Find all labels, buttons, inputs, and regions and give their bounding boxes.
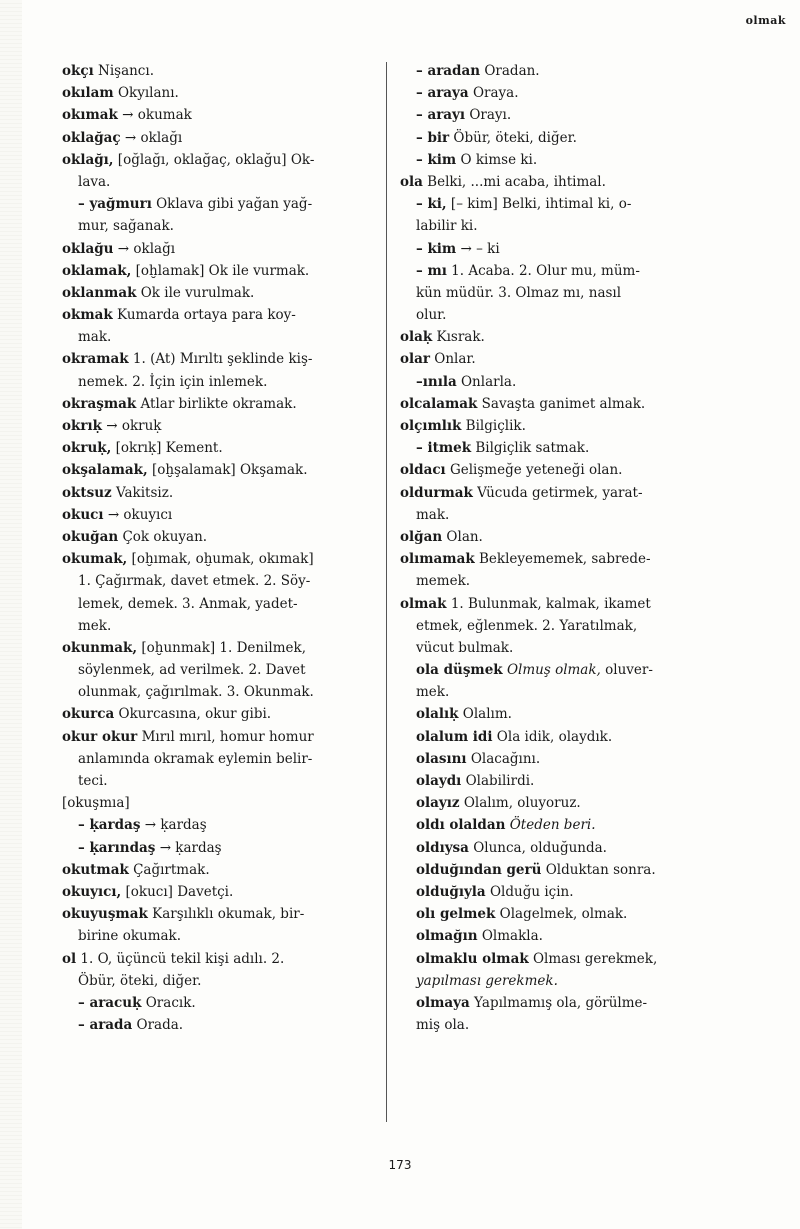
dictionary-line: [62, 770, 378, 792]
dictionary-line: [62, 326, 378, 348]
dictionary-line: [400, 748, 722, 770]
dictionary-line: [400, 304, 722, 326]
entry-definition: Ok ile vurulmak.: [136, 284, 255, 301]
entry-italic-text: yapılması gerekmek.: [416, 972, 558, 989]
entry-headword: okruḳ,: [62, 440, 112, 457]
entry-definition: 1. O, üçüncü tekil kişi adılı. 2.: [76, 950, 285, 967]
dictionary-line: [62, 659, 378, 681]
dictionary-line: [62, 348, 378, 370]
entry-headword: –ınıla: [416, 373, 457, 390]
dictionary-line: [62, 837, 378, 859]
dictionary-line: [400, 593, 722, 615]
entry-definition: Kısrak.: [432, 329, 485, 346]
dictionary-line: [62, 437, 378, 459]
right-column: [400, 60, 722, 1036]
entry-definition: Karşılıklı okumak, bir-: [147, 906, 305, 923]
entry-definition: Ola idik, olaydık.: [492, 728, 613, 745]
dictionary-line: [400, 371, 722, 393]
entry-headword: okucı: [62, 506, 104, 523]
dictionary-line: [400, 415, 722, 437]
column-divider: [386, 62, 387, 1122]
dictionary-line: [62, 726, 378, 748]
entry-headword: oklanmak: [62, 284, 137, 301]
entry-definition: → okumak: [117, 107, 192, 124]
entry-definition: Olacağını.: [466, 750, 541, 767]
entry-headword: olmaya: [416, 994, 470, 1011]
entry-definition: Olunca, olduğunda.: [468, 839, 607, 856]
entry-definition: Oraya.: [468, 85, 519, 102]
dictionary-line: [62, 814, 378, 836]
entry-definition: [– kim] Belki, ihtimal ki, o-: [446, 196, 632, 213]
dictionary-line: [400, 837, 722, 859]
entry-definition: [okucı] Davetçi.: [121, 883, 234, 900]
entry-definition: Olduğu için.: [485, 883, 574, 900]
dictionary-line: [400, 814, 722, 836]
entry-headword: – arada: [78, 1017, 133, 1034]
entry-headword: – aracuḳ: [78, 994, 142, 1011]
dictionary-line: [400, 948, 722, 970]
entry-definition: Oracık.: [141, 994, 196, 1011]
entry-definition: Orada.: [132, 1017, 184, 1034]
entry-definition: mak.: [416, 506, 450, 523]
dictionary-line: [62, 193, 378, 215]
entry-definition: olur.: [416, 307, 447, 324]
entry-definition: nemek. 2. İçin için inlemek.: [78, 373, 268, 390]
entry-headword: okramak: [62, 351, 129, 368]
entry-definition: Oklava gibi yağan yağ-: [151, 196, 313, 213]
entry-definition: Okyılanı.: [113, 85, 179, 102]
dictionary-line: [400, 548, 722, 570]
entry-definition: Nişancı.: [93, 63, 154, 79]
entry-definition: Çağırtmak.: [128, 861, 210, 878]
entry-definition: Belki, ...mi acaba, ihtimal.: [422, 173, 606, 190]
entry-headword: olaydı: [416, 773, 462, 789]
dictionary-line: [400, 637, 722, 659]
entry-headword: olasını: [416, 750, 467, 767]
entry-headword: olımamak: [400, 551, 475, 568]
dictionary-line: [62, 992, 378, 1014]
entry-headword: olaḳ: [400, 329, 433, 346]
dictionary-line: [400, 437, 722, 459]
entry-headword: olğan: [400, 528, 443, 545]
entry-definition: Bekleyememek, sabrede-: [474, 551, 651, 568]
entry-headword: okuğan: [62, 528, 119, 545]
dictionary-line: [400, 903, 722, 925]
entry-headword: oldı olaldan: [416, 817, 506, 834]
entry-headword: – ḳarındaş: [78, 839, 156, 856]
entry-headword: olalıḳ: [416, 706, 459, 723]
entry-italic-text: Olmuş olmak,: [502, 662, 601, 679]
entry-headword: – kim: [416, 151, 457, 168]
dictionary-line: [400, 792, 722, 814]
dictionary-line: [400, 659, 722, 681]
dictionary-line: [62, 570, 378, 592]
entry-headword: okuyuşmak: [62, 906, 148, 923]
dictionary-line: [400, 149, 722, 171]
dictionary-line: [400, 526, 722, 548]
entry-headword: – ḳardaş: [78, 817, 141, 834]
entry-headword: oldıysa: [416, 839, 469, 856]
dictionary-line: [400, 82, 722, 104]
dictionary-line: [62, 1014, 378, 1036]
dictionary-line: [62, 415, 378, 437]
entry-headword: – yağmurı: [78, 196, 152, 213]
entry-definition: mek.: [78, 617, 112, 634]
entry-definition: anlamında okramak eylemin belir-: [78, 750, 313, 767]
dictionary-line: [400, 570, 722, 592]
entry-headword: okraşmak: [62, 395, 137, 412]
dictionary-line: [400, 238, 722, 260]
dictionary-line: [62, 282, 378, 304]
entry-definition: miş ola.: [416, 1017, 470, 1034]
dictionary-line: [62, 903, 378, 925]
dictionary-line: [62, 371, 378, 393]
entry-definition: mek.: [416, 684, 450, 701]
dictionary-line: [62, 703, 378, 725]
entry-definition: [oḫımak, oḫumak, okımak]: [127, 551, 314, 568]
dictionary-line: [62, 748, 378, 770]
entry-definition: Orayı.: [465, 107, 512, 124]
dictionary-line: [62, 82, 378, 104]
entry-definition: [oḫşalamak] Okşamak.: [147, 462, 308, 479]
entry-headword: olduğıyla: [416, 883, 486, 900]
entry-definition: lemek, demek. 3. Anmak, yadet-: [78, 595, 298, 612]
entry-definition: Atlar birlikte okramak.: [136, 395, 297, 412]
entry-definition: → ḳardaş: [155, 839, 222, 856]
entry-headword: olmaklu olmak: [416, 950, 529, 967]
dictionary-line: [400, 726, 722, 748]
dictionary-line: [400, 770, 722, 792]
entry-definition: Vücuda getirmek, yarat-: [472, 484, 643, 501]
entry-headword: olduğından gerü: [416, 861, 542, 878]
entry-headword: – ki,: [416, 196, 447, 213]
entry-headword: olçımlık: [400, 418, 462, 434]
entry-headword: olmak: [400, 595, 447, 612]
dictionary-line: [62, 526, 378, 548]
dictionary-line: [62, 881, 378, 903]
entry-headword: okımak: [62, 107, 118, 124]
left-column: [62, 60, 378, 1036]
dictionary-line: [62, 681, 378, 703]
page-number: 173: [388, 1158, 412, 1172]
dictionary-line: [400, 615, 722, 637]
entry-definition: → oklağı: [113, 240, 176, 257]
entry-headword: – itmek: [416, 440, 472, 457]
entry-headword: ola düşmek: [416, 662, 503, 679]
dictionary-line: [62, 60, 378, 82]
dictionary-line: [400, 193, 722, 215]
dictionary-line: [400, 925, 722, 947]
entry-definition: söylenmek, ad verilmek. 2. Davet: [78, 662, 306, 679]
entry-definition: [okrıḳ] Kement.: [111, 440, 223, 457]
entry-definition: 1. (At) Mırıltı şeklinde kiş-: [128, 351, 313, 368]
entry-definition: memek.: [416, 573, 471, 590]
entry-headword: oktsuz: [62, 484, 112, 501]
dictionary-line: [62, 859, 378, 881]
entry-definition: → oklağı: [120, 129, 183, 146]
entry-headword: oldacı: [400, 462, 446, 479]
entry-headword: okutmak: [62, 861, 129, 878]
entry-headword: ola: [400, 173, 423, 190]
entry-headword: – aradan: [416, 63, 481, 79]
entry-definition: 1. Çağırmak, davet etmek. 2. Söy-: [78, 573, 311, 590]
entry-headword: olalum idi: [416, 728, 493, 745]
entry-definition: olunmak, çağırılmak. 3. Okunmak.: [78, 684, 314, 701]
entry-headword: okur okur: [62, 728, 138, 745]
dictionary-line: [62, 104, 378, 126]
dictionary-line: [62, 548, 378, 570]
entry-definition: Olduktan sonra.: [541, 861, 656, 878]
dictionary-line: [62, 593, 378, 615]
entry-definition: Öbür, öteki, diğer.: [449, 129, 577, 146]
entry-definition: lava.: [78, 173, 111, 190]
entry-definition: Gelişmeğe yeteneği olan.: [445, 462, 623, 479]
entry-definition: Çok okuyan.: [118, 528, 208, 545]
entry-headword: olayız: [416, 795, 460, 812]
entry-definition: → okruḳ: [101, 418, 162, 434]
entry-headword: olı gelmek: [416, 906, 496, 923]
entry-definition: Mırıl mırıl, homur homur: [137, 728, 314, 745]
entry-headword: okşalamak,: [62, 462, 148, 479]
entry-headword: – kim: [416, 240, 457, 257]
dictionary-line: [62, 925, 378, 947]
dictionary-line: [62, 127, 378, 149]
dictionary-line: [400, 504, 722, 526]
entry-definition: Oradan.: [480, 63, 540, 79]
entry-headword: oklağaç: [62, 129, 121, 146]
entry-headword: ol: [62, 950, 77, 967]
entry-definition: birine okumak.: [78, 928, 182, 945]
dictionary-line: [62, 504, 378, 526]
entry-definition: Olalım.: [458, 706, 512, 723]
entry-definition: Bilgiçlik satmak.: [471, 440, 590, 457]
entry-headword: okumak,: [62, 551, 128, 568]
dictionary-line: [62, 304, 378, 326]
entry-definition: teci.: [78, 773, 108, 789]
entry-headword: okçı: [62, 63, 94, 79]
entry-headword: oklağı,: [62, 151, 114, 168]
entry-headword: – arayı: [416, 107, 466, 124]
entry-definition: Yapılmamış ola, görülme-: [469, 994, 648, 1011]
entry-definition: → okuyıcı: [103, 506, 173, 523]
entry-headword: olar: [400, 351, 430, 368]
entry-definition: Olması gerekmek,: [528, 950, 658, 967]
entry-definition: Öbür, öteki, diğer.: [78, 972, 202, 989]
dictionary-line: [400, 393, 722, 415]
dictionary-line: [62, 970, 378, 992]
entry-definition: vücut bulmak.: [416, 639, 514, 656]
entry-headword: oklamak,: [62, 262, 132, 279]
dictionary-line: [400, 1014, 722, 1036]
entry-headword: – mı: [416, 262, 447, 279]
dictionary-line: [62, 171, 378, 193]
entry-definition: Onlar.: [430, 351, 476, 368]
dictionary-line: [62, 459, 378, 481]
entry-definition: Okurcasına, okur gibi.: [114, 706, 272, 723]
entry-definition: O kimse ki.: [456, 151, 538, 168]
dictionary-line: [400, 60, 722, 82]
entry-definition: oluver-: [600, 662, 653, 679]
entry-definition: Kumarda ortaya para koy-: [112, 307, 296, 324]
entry-headword: olmağın: [416, 928, 478, 945]
dictionary-line: [400, 459, 722, 481]
entry-headword: okmak: [62, 307, 113, 324]
entry-definition: [okuşmıa]: [62, 795, 130, 812]
dictionary-line: [400, 992, 722, 1014]
entry-definition: → ḳardaş: [140, 817, 207, 834]
entry-definition: → – ki: [456, 240, 500, 257]
dictionary-line: [400, 104, 722, 126]
entry-definition: Olagelmek, olmak.: [495, 906, 628, 923]
entry-definition: 1. Bulunmak, kalmak, ikamet: [446, 595, 651, 612]
entry-headword: okrıḳ: [62, 418, 102, 434]
entry-definition: Vakitsiz.: [111, 484, 174, 501]
entry-headword: olcalamak: [400, 395, 478, 412]
dictionary-line: [400, 482, 722, 504]
dictionary-line: [62, 482, 378, 504]
dictionary-line: [400, 881, 722, 903]
dictionary-line: [400, 215, 722, 237]
entry-definition: Savaşta ganimet almak.: [477, 395, 646, 412]
entry-headword: – araya: [416, 85, 469, 102]
entry-definition: [oḫunmak] 1. Denilmek,: [137, 639, 307, 656]
entry-headword: – bir: [416, 129, 450, 146]
dictionary-line: [400, 127, 722, 149]
entry-definition: [oğlağı, oklağaç, oklağu] Ok-: [113, 151, 315, 168]
dictionary-line: [400, 260, 722, 282]
dictionary-line: [400, 703, 722, 725]
dictionary-line: [400, 282, 722, 304]
dictionary-line: [62, 393, 378, 415]
entry-italic-text: Öteden beri.: [505, 817, 596, 834]
entry-definition: Olan.: [442, 528, 483, 545]
entry-definition: Olalım, oluyoruz.: [459, 795, 581, 812]
entry-definition: etmek, eğlenmek. 2. Yaratılmak,: [416, 617, 638, 634]
entry-definition: mur, sağanak.: [78, 218, 174, 235]
dictionary-line: [400, 171, 722, 193]
running-head: olmak: [745, 14, 786, 27]
dictionary-line: [400, 970, 722, 992]
dictionary-line: [62, 792, 378, 814]
entry-definition: mak.: [78, 329, 112, 346]
entry-definition: Bilgiçlik.: [461, 418, 526, 434]
entry-headword: oldurmak: [400, 484, 473, 501]
dictionary-line: [400, 859, 722, 881]
entry-headword: okurca: [62, 706, 115, 723]
entry-definition: Olabilirdi.: [461, 773, 535, 789]
entry-headword: okılam: [62, 85, 114, 102]
dictionary-line: [62, 637, 378, 659]
scan-edge: [0, 0, 22, 1229]
entry-definition: 1. Acaba. 2. Olur mu, müm-: [446, 262, 640, 279]
dictionary-line: [400, 326, 722, 348]
entry-headword: oklağu: [62, 240, 114, 257]
dictionary-line: [62, 238, 378, 260]
entry-definition: labilir ki.: [416, 218, 478, 235]
entry-definition: Onlarla.: [456, 373, 517, 390]
entry-definition: kün müdür. 3. Olmaz mı, nasıl: [416, 284, 622, 301]
dictionary-line: [62, 215, 378, 237]
entry-definition: [oḫlamak] Ok ile vurmak.: [131, 262, 310, 279]
dictionary-line: [62, 149, 378, 171]
dictionary-line: [400, 681, 722, 703]
dictionary-line: [62, 615, 378, 637]
entry-headword: okunmak,: [62, 639, 138, 656]
dictionary-line: [62, 260, 378, 282]
dictionary-line: [400, 348, 722, 370]
entry-headword: okuyıcı,: [62, 883, 122, 900]
dictionary-line: [62, 948, 378, 970]
entry-definition: Olmakla.: [477, 928, 543, 945]
